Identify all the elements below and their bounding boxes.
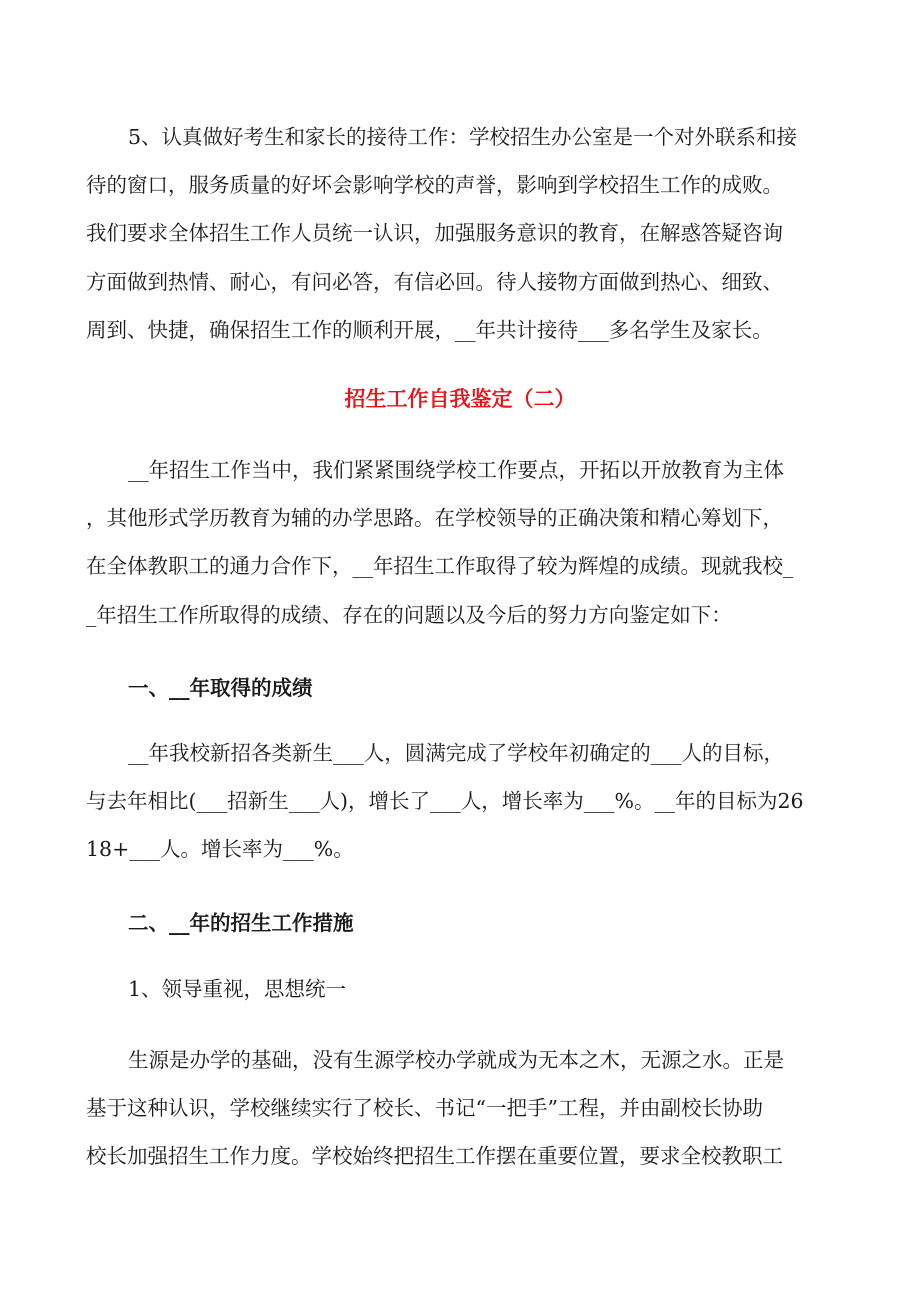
section-title: 招生工作自我鉴定（二） xyxy=(344,386,576,411)
paragraph-achievements xyxy=(86,729,836,874)
text-line: 方面做到热情、耐心，有问必答，有信必回。待人接物方面做到热心、细致、 xyxy=(86,269,783,294)
text-line: 我们要求全体招生工作人员统一认识，加强服务意识的教育，在解惑答疑咨询 xyxy=(86,221,783,246)
text-line: __年招生工作当中，我们紧紧围绕学校工作要点，开拓以开放教育为主体 xyxy=(128,458,784,482)
text-line: 生源是办学的基础，没有生源学校办学就成为无本之木，无源之水。正是 xyxy=(128,1048,784,1072)
paragraph-intro xyxy=(86,446,836,639)
text-line: _年招生工作所取得的成绩、存在的问题以及今后的努力方向鉴定如下： xyxy=(86,602,732,627)
text-line: 在全体教职工的通力合作下，__年招生工作取得了较为辉煌的成绩。现就我校_ xyxy=(86,554,794,579)
text-line: ，其他形式学历教育为辅的办学思路。在学校领导的正确决策和精心筹划下， xyxy=(86,506,783,531)
heading-measures: 二、__年的招生工作措施 xyxy=(128,911,354,935)
text-line: 校长加强招生工作力度。学校始终把招生工作摆在重要位置，要求全校教职工 xyxy=(86,1144,783,1169)
text-line: __年我校新招各类新生___人，圆满完成了学校年初确定的___人的目标， xyxy=(128,741,784,765)
text-line: 周到、快捷，确保招生工作的顺利开展，__年共计接待___多名学生及家长。 xyxy=(86,317,773,342)
heading-achievements: 一、__年取得的成绩 xyxy=(128,676,313,700)
text-line: 基于这种认识，学校继续实行了校长、书记“一把手”工程，并由副校长协助 xyxy=(86,1096,763,1121)
subheading-leadership xyxy=(86,965,836,1013)
text-line: 待的窗口，服务质量的好坏会影响学校的声誉，影响到学校招生工作的成败。 xyxy=(86,173,783,198)
text-line: 1、领导重视，思想统一 xyxy=(128,977,347,1001)
paragraph-leadership xyxy=(86,1036,836,1181)
paragraph-reception-work xyxy=(86,113,836,354)
text-line: 18+___人。增长率为___%。 xyxy=(86,837,354,862)
text-line: 5、认真做好考生和家长的接待工作：学校招生办公室是一个对外联系和接 xyxy=(128,125,798,149)
text-line: 与去年相比(___招新生___人)，增长了___人，增长率为___%。__年的目标为26 xyxy=(86,789,804,814)
